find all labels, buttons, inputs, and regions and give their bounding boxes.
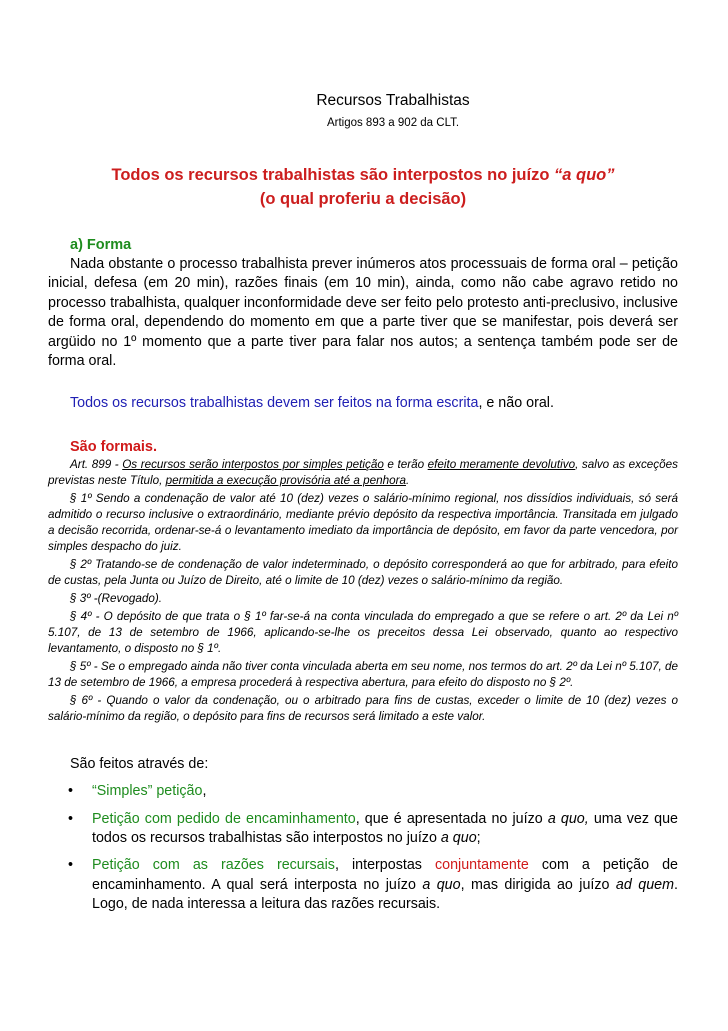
item3-b: com a petição de encaminhamento. A qual será interposta no juízo [92, 857, 678, 893]
bullet-icon: • [68, 857, 74, 874]
forma-note-rest: , e não oral. [478, 395, 554, 412]
forma-note-blue: Todos os recursos trabalhistas devem ser feitos na forma escrita [70, 395, 479, 412]
item3-italic-2: ad quem [615, 876, 675, 893]
forma-note [48, 394, 678, 413]
formais-heading: São formais. [70, 438, 158, 455]
item3-a: , interpostas [334, 857, 435, 874]
section-feitos [48, 755, 678, 915]
art-mid: e terão [383, 457, 428, 471]
item2-green: Petição com pedido de encaminhamento [92, 810, 356, 827]
paragraph-2: § 2º Tratando-se de condenação de valor indeterminado, o depósito corresponderá ao que for arbitrado, para efeito de custas, pela Junta ou Juízo de Direito, até o limite de 10 (dez) vezes o salário-mínimo da região. [48, 557, 678, 587]
forma-paragraph: Nada obstante o processo trabalhista prever inúmeros atos processuais de forma oral – petição inicial, defesa (em 20 min), razões finais (em 10 min), ainda, como não cabe agravo retido no processo trabalhista, qualquer inconformidade deve ser feito pelo protesto anti-preclusivo, inclusive de forma oral, dependendo do momento em que a parte tiver que se manifestar, pois deverá ser argüido no 1º momento que a parte tiver para falar nos autos; a sentença também pode ser de forma oral. [48, 256, 678, 370]
document-page [48, 92, 678, 923]
feitos-intro: São feitos através de: [70, 755, 209, 772]
paragraph-3: § 3º -(Revogado). [70, 591, 162, 605]
item2-c: ; [476, 830, 481, 847]
bullet-icon: • [68, 783, 74, 800]
headline-aquo: “a quo” [554, 166, 615, 184]
art-underline-3: permitida a execução provisória até a penhora [165, 473, 406, 487]
paragraph-1: § 1º Sendo a condenação de valor até 10 (dez) vezes o salário-mínimo regional, nos dissídios individuais, só será admitido o recurso inclusive o extraordinário, mediante prévio depósito da respectiva importância. Transitada em julgado a decisão recorrida, ordenar-se-á o levantamento imediato da importância de depósito, em favor da parte vencedora, por simples despacho do juiz. [48, 491, 678, 553]
item2-b: uma vez que todos os recursos trabalhistas são interpostos no juízo [92, 810, 678, 847]
forma-heading: a) Forma [70, 237, 132, 253]
item2-italic-2: a quo [440, 830, 477, 847]
bullet-icon: • [68, 810, 74, 827]
item3-red: conjuntamente [434, 857, 529, 874]
item3-c: , mas dirigida ao juízo [460, 876, 616, 893]
art-899 [48, 457, 678, 489]
art-mid2: , salvo as exceções previstas neste Título, [48, 457, 678, 487]
art-prefix: Art. 899 - [70, 457, 123, 471]
item3-italic-1: a quo [422, 876, 461, 893]
list-item [48, 810, 678, 849]
art-end: . [405, 473, 410, 487]
section-forma [48, 235, 678, 414]
headline [48, 163, 678, 211]
section-formais [48, 437, 678, 725]
art-underline-2: efeito meramente devolutivo [427, 457, 576, 471]
headline-line1 [48, 163, 678, 187]
list-item [48, 782, 678, 801]
paragraph-5: § 5º - Se o empregado ainda não tiver conta vinculada aberta em seu nome, nos termos do art. 2º da Lei nº 5.107, de 13 de setembro de 1966, a empresa procederá à respectiva abertura, para efeito do disposto no § 2º. [48, 659, 678, 689]
item1-green: “Simples” petição [92, 783, 203, 800]
document-title: Recursos Trabalhistas [316, 92, 470, 109]
document-subtitle: Artigos 893 a 902 da CLT. [326, 117, 460, 129]
art-underline-1: Os recursos serão interpostos por simples petição [122, 457, 384, 471]
feitos-list [48, 782, 678, 914]
item3-d: . Logo, de nada interessa a leitura das razões recursais. [92, 876, 678, 913]
item1-rest: , [202, 783, 207, 800]
paragraph-4: § 4º - O depósito de que trata o § 1º far-se-á na conta vinculada do empregado a que se refere o art. 2º da Lei nº 5.107, de 13 de setembro de 1966, aplicando-se-lhe os preceitos dessa Lei observado, quanto ao respectivo levantamento, o disposto no § 1º. [48, 609, 678, 655]
item3-green: Petição com as razões recursais [92, 857, 335, 874]
item2-a: , que é apresentada no juízo [355, 810, 548, 827]
headline-line2: (o qual proferiu a decisão) [259, 190, 467, 208]
headline-text: Todos os recursos trabalhistas são interpostos no juízo [111, 166, 555, 184]
list-item [48, 856, 678, 914]
paragraph-6: § 6º - Quando o valor da condenação, ou o arbitrado para fins de custas, exceder o limite de 10 (dez) vezes o salário-mínimo da região, o depósito para fins de recursos será limitado a este valor. [48, 693, 678, 723]
item2-italic-1: a quo, [547, 810, 589, 827]
